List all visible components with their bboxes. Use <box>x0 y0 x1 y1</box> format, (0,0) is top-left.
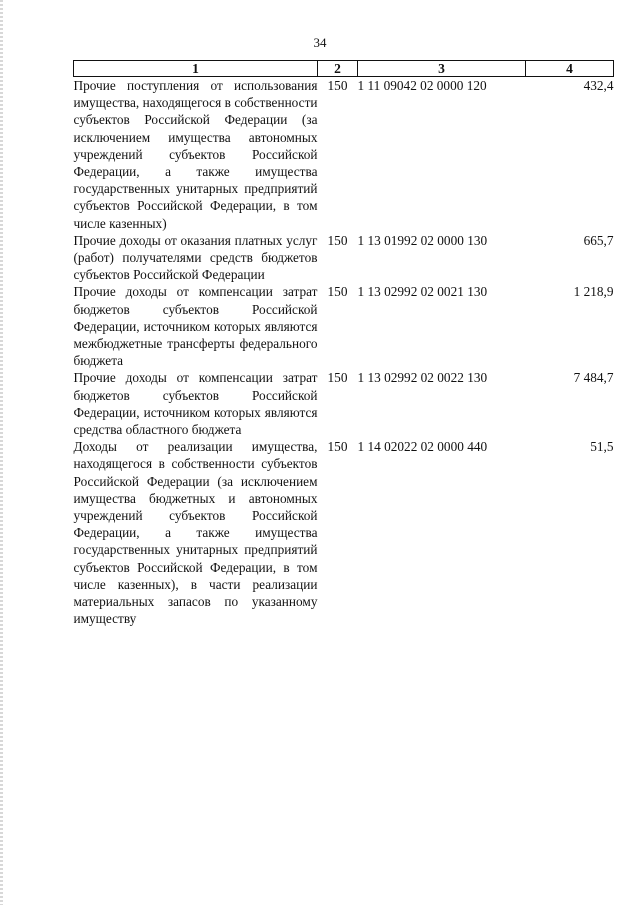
row-admin-code: 150 <box>327 78 348 93</box>
row-budget-code: 1 14 02022 02 0000 440 <box>357 439 488 455</box>
row-admin-code: 150 <box>327 439 348 455</box>
table-row <box>74 232 614 284</box>
row-budget-code: 1 13 01992 02 0000 130 <box>357 232 488 248</box>
row-amount: 432,4 <box>583 78 614 93</box>
table-header-row <box>74 61 614 77</box>
column-header-1: 1 <box>74 61 318 77</box>
table-row <box>74 438 614 627</box>
row-admin-code: 150 <box>327 284 348 300</box>
row-description: Прочие доходы от компенсации затрат бюджетов субъектов Российской Федерации, источником которых являются межбюджетные трансферты федерального бюджета <box>73 284 318 369</box>
table-row <box>74 369 614 438</box>
column-header-3: 3 <box>358 61 526 77</box>
row-budget-code: 1 13 02992 02 0022 130 <box>357 370 488 386</box>
row-description: Прочие поступления от использования имущества, находящегося в собственности субъектов Российской Федерации (за исключением имущества автономных учреждений субъектов Российской Федерации, а также имущества государственных унитарных предприятий субъектов Российской Федерации, в том числе казенных) <box>73 78 318 231</box>
row-description: Прочие доходы от компенсации затрат бюджетов субъектов Российской Федерации, источником которых являются средства областного бюджета <box>73 370 318 438</box>
row-admin-code: 150 <box>327 370 348 386</box>
row-admin-code: 150 <box>327 232 348 248</box>
row-amount: 665,7 <box>583 232 614 248</box>
table-row <box>74 77 614 232</box>
row-budget-code: 1 13 02992 02 0021 130 <box>357 284 488 300</box>
row-amount: 7 484,7 <box>573 370 614 386</box>
column-header-2: 2 <box>318 61 358 77</box>
row-description: Доходы от реализации имущества, находящегося в собственности субъектов Российской Федерации (за исключением имущества бюджетных и автономных учреждений субъектов Российской Федерации, а также имущества государственных унитарных предприятий субъектов Российской Федерации, в том числе казенных), в части реализации материальных запасов по указанному имуществу <box>73 439 318 627</box>
row-description: Прочие доходы от оказания платных услуг (работ) получателями средств бюджетов субъектов Российской Федерации <box>73 232 318 283</box>
table-row <box>74 283 614 369</box>
column-header-4: 4 <box>526 61 614 77</box>
row-amount: 51,5 <box>590 439 614 455</box>
page-number: 34 <box>313 35 327 50</box>
scan-edge-artifact <box>0 0 3 905</box>
row-amount: 1 218,9 <box>573 284 614 300</box>
row-budget-code: 1 11 09042 02 0000 120 <box>357 78 487 93</box>
budget-revenue-table <box>73 60 614 628</box>
